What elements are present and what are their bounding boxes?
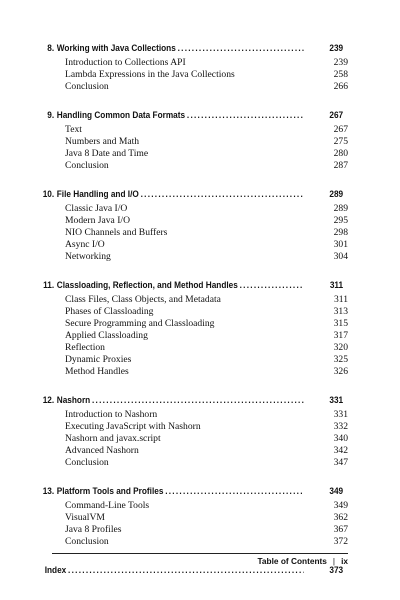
section-title: Reflection	[65, 342, 105, 353]
section-title: Java 8 Profiles	[65, 524, 122, 535]
section-title: Executing JavaScript with Nashorn	[65, 421, 201, 432]
chapter-number: 10.	[42, 189, 55, 200]
section-entry[interactable]	[0, 239, 400, 251]
chapter-heading[interactable]	[0, 393, 352, 409]
section-title: Class Files, Class Objects, and Metadata	[65, 294, 221, 305]
footer-separator: |	[332, 556, 336, 566]
section-title: Conclusion	[65, 457, 109, 468]
chapter-10	[0, 187, 400, 263]
chapter-number: 8.	[47, 43, 55, 54]
section-entry[interactable]	[0, 409, 400, 421]
section-page: 266	[333, 81, 348, 92]
section-title: Applied Classloading	[65, 330, 148, 341]
section-entry[interactable]	[0, 366, 400, 378]
section-title: Nashorn and javax.script	[65, 433, 161, 444]
section-page: 340	[333, 433, 348, 444]
section-title: Conclusion	[65, 536, 109, 547]
section-page: 258	[333, 69, 348, 80]
section-title: Phases of Classloading	[65, 306, 154, 317]
section-title: Networking	[65, 251, 111, 262]
chapter-page: 267	[329, 110, 344, 121]
section-title: Conclusion	[65, 81, 109, 92]
section-title: Text	[65, 124, 82, 135]
section-entry[interactable]	[0, 81, 400, 93]
section-entry[interactable]	[0, 251, 400, 263]
section-page: 367	[333, 524, 348, 535]
index-page: 373	[329, 565, 344, 576]
chapter-title: Classloading, Reflection, and Method Handles . . .	[57, 278, 304, 294]
section-entry[interactable]	[0, 354, 400, 366]
section-entry[interactable]	[0, 512, 400, 524]
section-entry[interactable]	[0, 306, 400, 318]
section-entry[interactable]	[0, 536, 400, 548]
chapter-page: 289	[329, 189, 344, 200]
section-page: 315	[333, 318, 348, 329]
section-entry[interactable]	[0, 294, 400, 306]
chapter-number: 9.	[47, 110, 55, 121]
chapter-heading[interactable]	[0, 187, 352, 203]
chapter-heading[interactable]	[0, 484, 352, 500]
running-footer-label: Table of Contents	[257, 556, 327, 566]
section-page: 304	[333, 251, 348, 262]
section-page: 349	[333, 500, 348, 511]
section-entry[interactable]	[0, 203, 400, 215]
section-title: Command-Line Tools	[65, 500, 150, 511]
section-title: Lambda Expressions in the Java Collections	[65, 69, 235, 80]
section-page: 289	[333, 203, 348, 214]
section-title: Numbers and Math	[65, 136, 140, 147]
index-title: Index . . .	[45, 563, 304, 579]
section-title: NIO Channels and Buffers	[65, 227, 168, 238]
section-page: 313	[333, 306, 348, 317]
chapter-13	[0, 484, 400, 548]
chapter-8	[0, 41, 400, 93]
chapter-heading[interactable]	[0, 41, 352, 57]
chapter-12	[0, 393, 400, 469]
section-entry[interactable]	[0, 148, 400, 160]
section-entry[interactable]	[0, 160, 400, 172]
chapter-page: 349	[329, 486, 344, 497]
section-title: Dynamic Proxies	[65, 354, 132, 365]
section-entry[interactable]	[0, 318, 400, 330]
chapter-heading[interactable]	[0, 108, 352, 124]
chapter-title: Working with Java Collections . . .	[57, 41, 304, 57]
chapter-title: File Handling and I/O . . .	[57, 187, 304, 203]
page-footer	[257, 556, 348, 566]
section-entry[interactable]	[0, 330, 400, 342]
chapter-number: 13.	[42, 486, 55, 497]
chapter-9	[0, 108, 400, 172]
section-entry[interactable]	[0, 500, 400, 512]
section-title: Java 8 Date and Time	[65, 148, 149, 159]
chapter-page: 239	[329, 43, 344, 54]
section-page: 239	[333, 57, 348, 68]
section-page: 332	[333, 421, 348, 432]
section-entry[interactable]	[0, 421, 400, 433]
section-page: 287	[333, 160, 348, 171]
section-title: VisualVM	[65, 512, 105, 523]
section-entry[interactable]	[0, 136, 400, 148]
chapter-page: 331	[329, 395, 344, 406]
section-title: Modern Java I/O	[65, 215, 131, 226]
section-title: Conclusion	[65, 160, 109, 171]
section-title: Advanced Nashorn	[65, 445, 139, 456]
section-page: 298	[333, 227, 348, 238]
section-entry[interactable]	[0, 227, 400, 239]
section-title: Classic Java I/O	[65, 203, 128, 214]
section-entry[interactable]	[0, 215, 400, 227]
section-page: 311	[333, 294, 348, 305]
section-title: Async I/O	[65, 239, 105, 250]
chapter-title: Handling Common Data Formats . . .	[57, 108, 304, 124]
section-title: Secure Programming and Classloading	[65, 318, 215, 329]
section-page: 347	[333, 457, 348, 468]
section-page: 326	[333, 366, 348, 377]
section-page: 342	[333, 445, 348, 456]
section-page: 301	[333, 239, 348, 250]
section-page: 372	[333, 536, 348, 547]
chapter-number: 12.	[42, 395, 55, 406]
section-entry[interactable]	[0, 69, 400, 81]
section-page: 317	[333, 330, 348, 341]
section-page: 320	[333, 342, 348, 353]
section-entry[interactable]	[0, 457, 400, 469]
section-title: Introduction to Collections API	[65, 57, 186, 68]
chapter-title: Platform Tools and Profiles . . .	[57, 484, 304, 500]
section-page: 325	[333, 354, 348, 365]
section-title: Method Handles	[65, 366, 129, 377]
table-of-contents	[0, 41, 400, 579]
footer-rule	[52, 553, 348, 554]
chapter-number: 11.	[43, 280, 55, 291]
section-entry[interactable]	[0, 524, 400, 536]
chapter-heading[interactable]	[0, 278, 352, 294]
chapter-title: Nashorn . . .	[57, 393, 304, 409]
section-title: Introduction to Nashorn	[65, 409, 158, 420]
section-entry[interactable]	[0, 342, 400, 354]
section-page: 331	[333, 409, 348, 420]
section-page: 362	[333, 512, 348, 523]
section-entry[interactable]	[0, 124, 400, 136]
section-entry[interactable]	[0, 445, 400, 457]
section-page: 275	[333, 136, 348, 147]
section-page: 267	[333, 124, 348, 135]
chapter-page: 311	[329, 280, 344, 291]
chapter-11	[0, 278, 400, 378]
section-page: 295	[333, 215, 348, 226]
page-number: ix	[341, 556, 348, 566]
section-entry[interactable]	[0, 57, 400, 69]
section-entry[interactable]	[0, 433, 400, 445]
section-page: 280	[333, 148, 348, 159]
